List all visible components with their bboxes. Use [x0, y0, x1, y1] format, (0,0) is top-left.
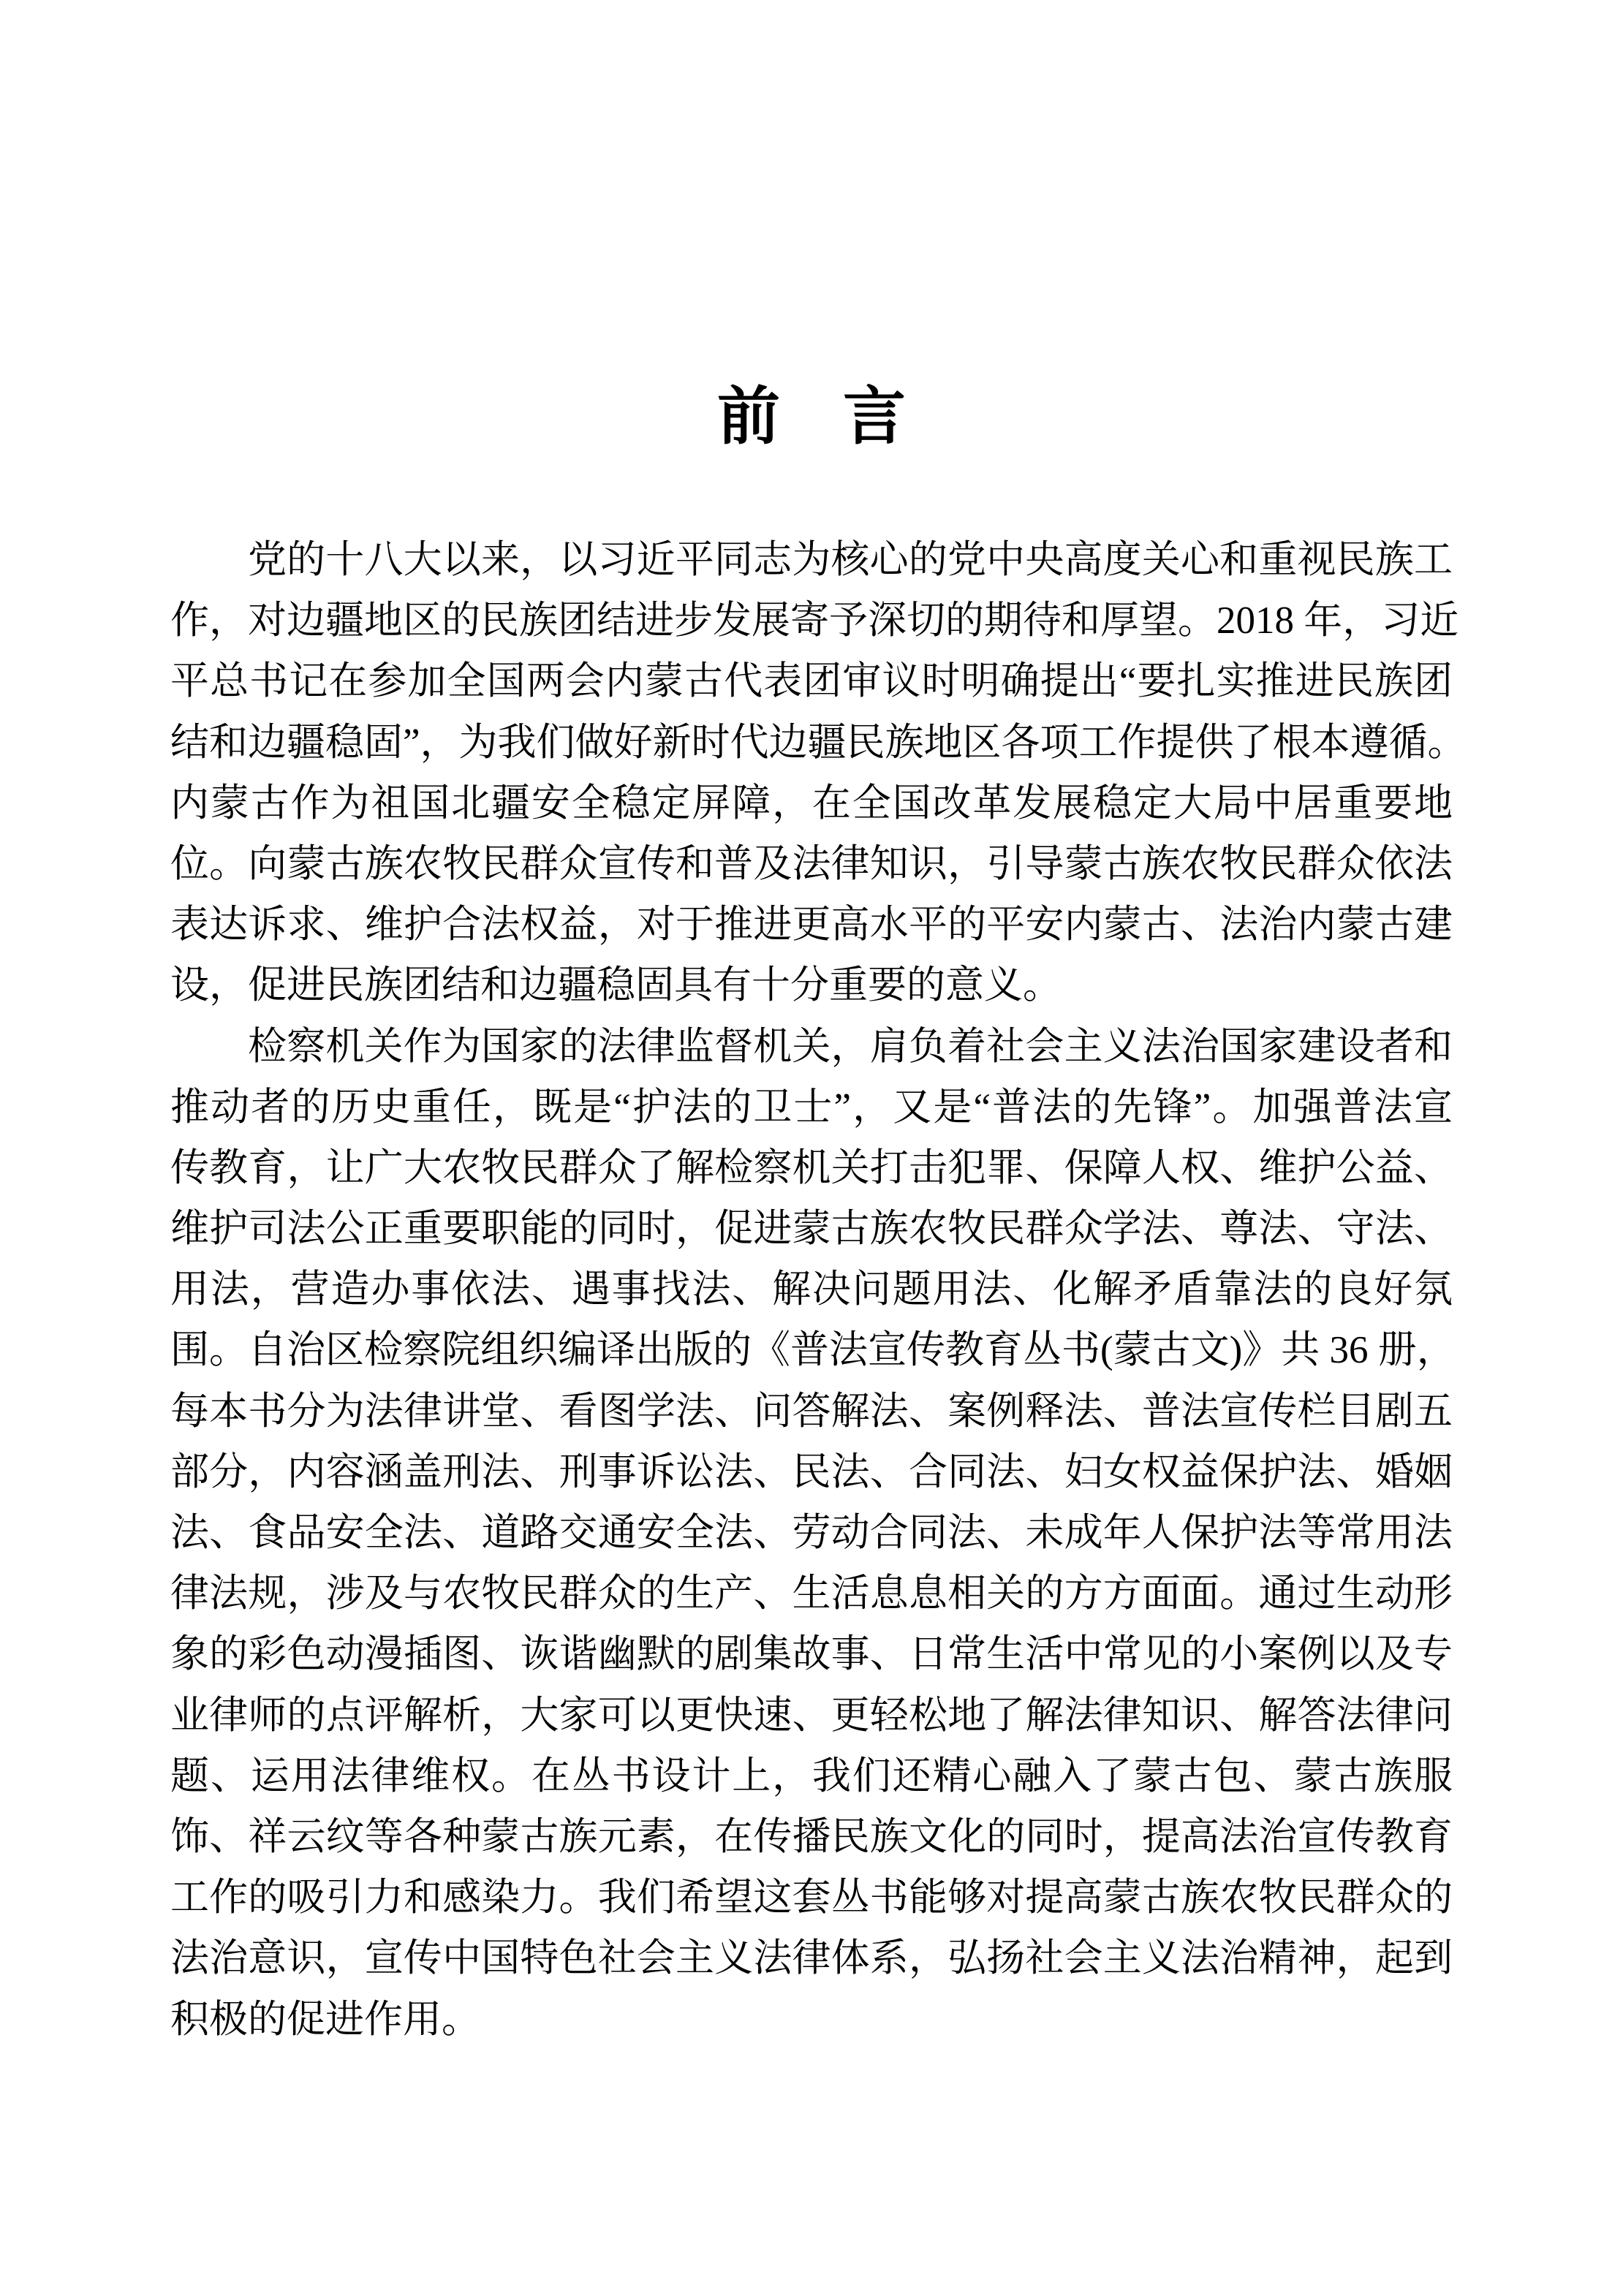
preface-body: [170, 530, 1467, 2050]
text-line: 象的彩色动漫插图、诙谐幽默的剧集故事、日常生活中常见的小案例以及专: [170, 1633, 1453, 1676]
text-line: 部分，内容涵盖刑法、刑事诉讼法、民法、合同法、妇女权益保护法、婚姻: [170, 1450, 1453, 1493]
text-line: 设，促进民族团结和边疆稳固具有十分重要的意义。: [170, 964, 1062, 1007]
text-line: 表达诉求、维护合法权益，对于推进更高水平的平安内蒙古、法治内蒙古建: [170, 903, 1453, 947]
text-line: 位。向蒙古族农牧民群众宣传和普及法律知识，引导蒙古族农牧民群众依法: [170, 842, 1453, 885]
text-line: 维护司法公正重要职能的同时，促进蒙古族农牧民群众学法、尊法、守法、: [170, 1208, 1453, 1251]
page-title: 前 言: [717, 381, 906, 452]
text-line: 内蒙古作为祖国北疆安全稳定屏障，在全国改革发展稳定大局中居重要地: [170, 781, 1453, 825]
text-line: 法治意识，宣传中国特色社会主义法律体系，弘扬社会主义法治精神，起到: [170, 1937, 1453, 1980]
text-line: 饰、祥云纹等各种蒙古族元素，在传播民族文化的同时，提高法治宣传教育: [170, 1815, 1453, 1858]
text-line: 题、运用法律维权。在丛书设计上，我们还精心融入了蒙古包、蒙古族服: [170, 1754, 1453, 1797]
text-line: 法、食品安全法、道路交通安全法、劳动合同法、未成年人保护法等常用法: [170, 1512, 1453, 1554]
text-line: 检察机关作为国家的法律监督机关，肩负着社会主义法治国家建设者和: [248, 1025, 1453, 1068]
text-line: 律法规，涉及与农牧民群众的生产、生活息息相关的方方面面。通过生动形: [170, 1572, 1453, 1615]
text-line: 结和边疆稳固”，为我们做好新时代边疆民族地区各项工作提供了根本遵循。: [170, 721, 1467, 764]
text-line: 推动者的历史重任，既是“护法的卫士”，又是“普法的先锋”。加强普法宣: [170, 1086, 1453, 1129]
text-line: 平总书记在参加全国两会内蒙古代表团审议时明确提出“要扎实推进民族团: [170, 660, 1453, 703]
text-line: 党的十八大以来，以习近平同志为核心的党中央高度关心和重视民族工: [248, 539, 1453, 581]
text-line: 工作的吸引力和感染力。我们希望这套丛书能够对提高蒙古族农牧民群众的: [170, 1876, 1453, 1920]
text-line: 每本书分为法律讲堂、看图学法、问答解法、案例释法、普法宣传栏目剧五: [170, 1390, 1453, 1433]
text-line: 围。自治区检察院组织编译出版的《普法宣传教育丛书(蒙古文)》共 36 册，: [170, 1329, 1456, 1372]
text-line: 传教育，让广大农牧民群众了解检察机关打击犯罪、保障人权、维护公益、: [170, 1146, 1453, 1189]
text-line: 作，对边疆地区的民族团结进步发展寄予深切的期待和厚望。2018 年，习近: [170, 599, 1459, 643]
text-line: 积极的促进作用。: [170, 1998, 480, 2041]
text-line: 用法，营造办事依法、遇事找法、解决问题用法、化解矛盾靠法的良好氛: [170, 1268, 1453, 1311]
text-line: 业律师的点评解析，大家可以更快速、更轻松地了解法律知识、解答法律问: [170, 1694, 1453, 1737]
